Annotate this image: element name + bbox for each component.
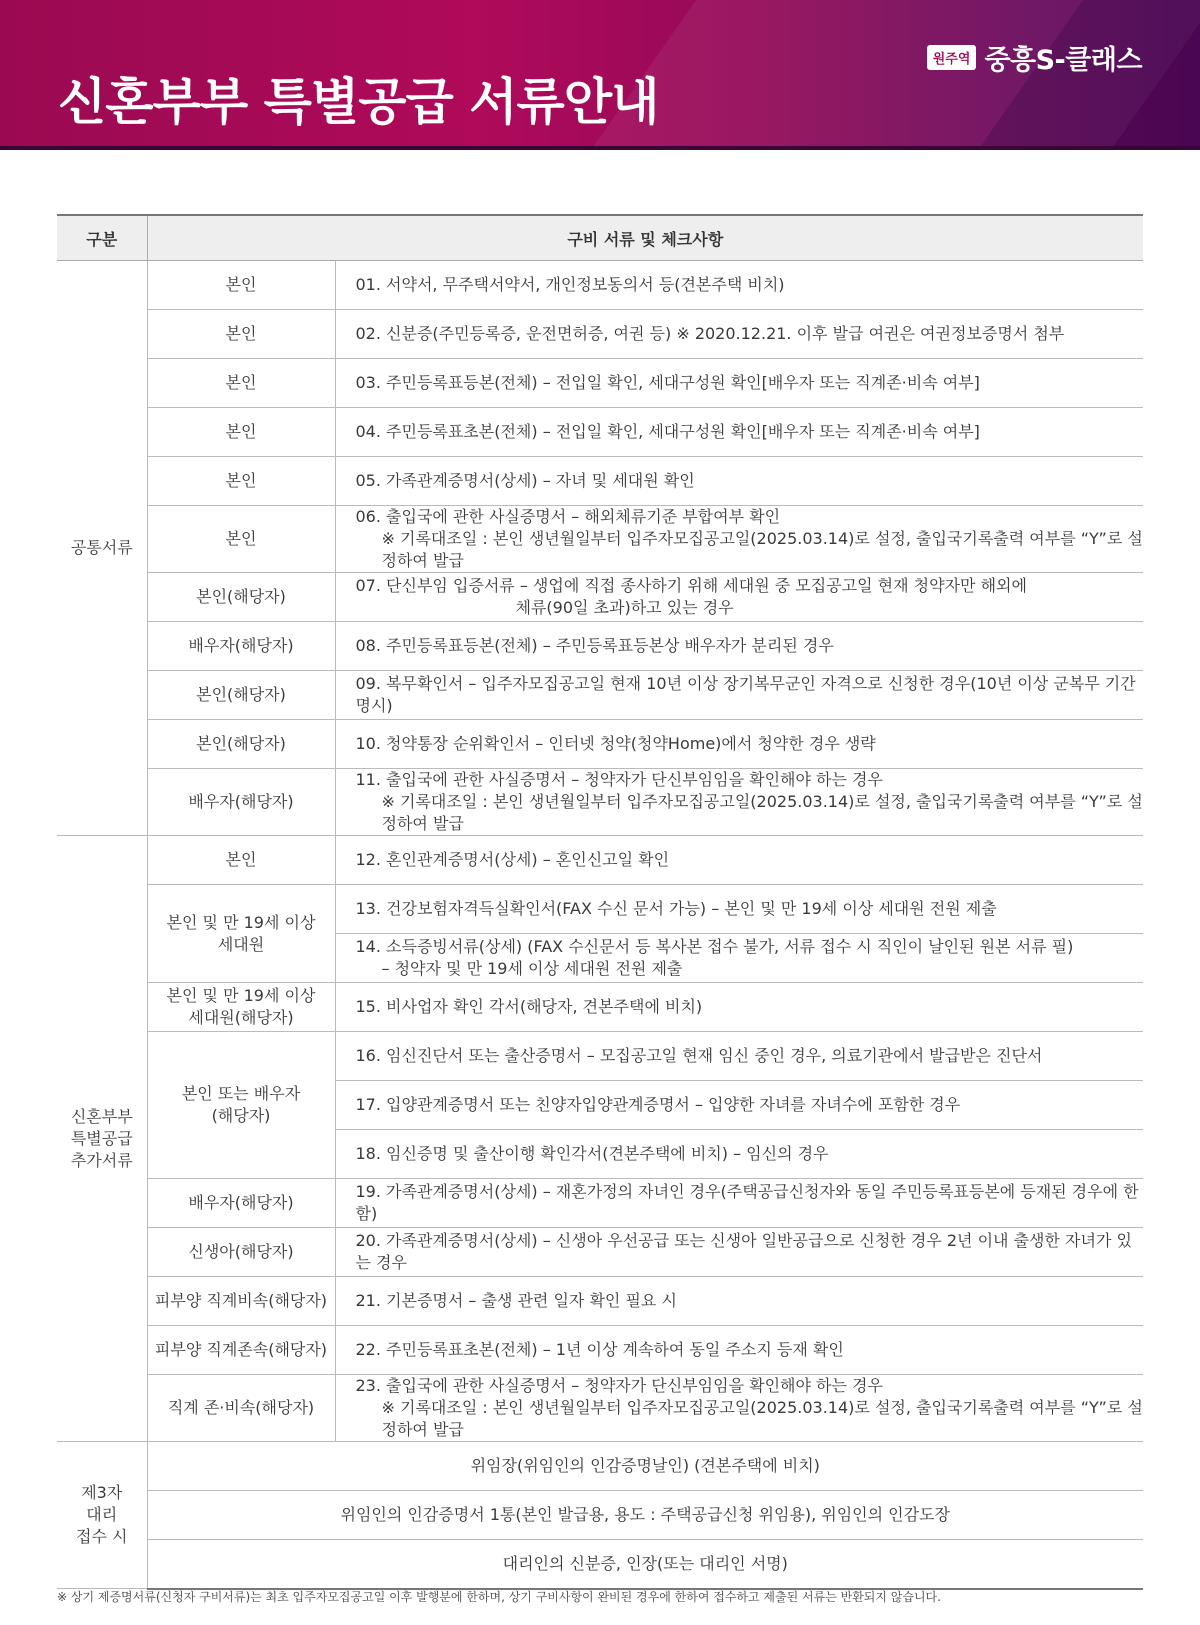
document-cell: 21. 기본증명서 – 출생 관련 일자 확인 필요 시 [335, 1277, 1143, 1326]
table-row [57, 983, 1143, 1032]
table-row [57, 1228, 1143, 1277]
document-cell: 대리인의 신분증, 인장(또는 대리인 서명) [147, 1540, 1143, 1589]
applicant-cell: 본인 [147, 836, 335, 885]
table-row [57, 359, 1143, 408]
document-cell [335, 934, 1143, 983]
applicant-cell: 배우자(해당자) [147, 622, 335, 671]
document-cell: 19. 가족관계증명서(상세) – 재혼가정의 자녀인 경우(주택공급신청자와 동일 주민등록표등본에 등재된 경우에 한함) [335, 1179, 1143, 1228]
applicant-cell: 본인 [147, 310, 335, 359]
category-line: 접수 시 [76, 1527, 128, 1546]
category-cell [57, 1442, 147, 1589]
applicant-cell: 본인 [147, 408, 335, 457]
table-header-row [57, 215, 1143, 261]
table-row [57, 1540, 1143, 1589]
category-cell [57, 836, 147, 1442]
category-line: 대리 [86, 1505, 118, 1524]
document-text: 23. 출입국에 관한 사실증명서 – 청약자가 단신부임임을 확인해야 하는 경우 [355, 1376, 883, 1395]
table-row [57, 457, 1143, 506]
applicant-line: 본인 및 만 19세 이상 [166, 986, 316, 1005]
document-text: 11. 출입국에 관한 사실증명서 – 청약자가 단신부임임을 확인해야 하는 경우 [355, 770, 883, 789]
category-line: 추가서류 [70, 1150, 133, 1170]
document-cell [335, 769, 1143, 836]
table-row [57, 1326, 1143, 1375]
logo-badge: 원주역 [927, 45, 977, 70]
category-line: 제3자 [81, 1483, 123, 1502]
document-cell: 위임장(위임인의 인감증명날인) (견본주택에 비치) [147, 1442, 1143, 1491]
table-row [57, 1032, 1143, 1081]
applicant-cell: 본인 [147, 359, 335, 408]
table-row [57, 261, 1143, 310]
document-cell: 위임인의 인감증명서 1통(본인 발급용, 용도 : 주택공급신청 위임용), 위임인의 인감도장 [147, 1491, 1143, 1540]
table-row [57, 506, 1143, 573]
document-note: ※ 기록대조일 : 본인 생년월일부터 입주자모집공고일(2025.03.14)로 설정, 출입국기록출력 여부를 “Y”로 설정하여 발급 [381, 529, 1143, 570]
document-note: 체류(90일 초과)하고 있는 경우 [515, 598, 734, 617]
category-line: 신혼부부 [70, 1106, 133, 1126]
applicant-line: (해당자) [211, 1106, 271, 1125]
table-row [57, 720, 1143, 769]
document-cell: 16. 임신진단서 또는 출산증명서 – 모집공고일 현재 임신 중인 경우, 의료기관에서 발급받은 진단서 [335, 1032, 1143, 1081]
table-row [57, 836, 1143, 885]
footnote: ※ 상기 제증명서류(신청자 구비서류)는 최초 입주자모집공고일 이후 발행분에 한하며, 상기 구비사항이 완비된 경우에 한하여 접수하고 제출된 서류는 반환되지 않습니다. [57, 1590, 941, 1604]
document-cell [335, 573, 1143, 622]
document-cell [335, 1375, 1143, 1442]
document-cell: 13. 건강보험자격득실확인서(FAX 수신 문서 가능) – 본인 및 만 19세 이상 세대원 전원 제출 [335, 885, 1143, 934]
document-cell: 08. 주민등록표등본(전체) – 주민등록표등본상 배우자가 분리된 경우 [335, 622, 1143, 671]
applicant-cell: 본인(해당자) [147, 720, 335, 769]
column-header-category: 구분 [57, 215, 147, 261]
applicant-cell: 본인(해당자) [147, 573, 335, 622]
document-cell: 15. 비사업자 확인 각서(해당자, 견본주택에 비치) [335, 983, 1143, 1032]
document-cell: 01. 서약서, 무주택서약서, 개인정보동의서 등(견본주택 비치) [335, 261, 1143, 310]
table-row [57, 1375, 1143, 1442]
table-row [57, 671, 1143, 720]
page-header [0, 0, 1200, 150]
category-line: 특별공급 [70, 1128, 133, 1148]
table-row [57, 1491, 1143, 1540]
table-row [57, 1442, 1143, 1491]
document-cell: 05. 가족관계증명서(상세) – 자녀 및 세대원 확인 [335, 457, 1143, 506]
applicant-line: 본인 또는 배우자 [181, 1084, 301, 1103]
table-row [57, 885, 1143, 934]
applicant-cell: 본인 [147, 506, 335, 573]
document-cell: 04. 주민등록표초본(전체) – 전입일 확인, 세대구성원 확인[배우자 또는 직계존·비속 여부] [335, 408, 1143, 457]
applicant-cell: 본인(해당자) [147, 671, 335, 720]
document-cell: 20. 가족관계증명서(상세) – 신생아 우선공급 또는 신생아 일반공급으로 신청한 경우 2년 이내 출생한 자녀가 있는 경우 [335, 1228, 1143, 1277]
table-row [57, 573, 1143, 622]
applicant-line: 세대원(해당자) [188, 1008, 294, 1027]
table-row [57, 310, 1143, 359]
table-row [57, 1179, 1143, 1228]
applicant-cell: 본인 [147, 457, 335, 506]
document-cell: 10. 청약통장 순위확인서 – 인터넷 청약(청약Home)에서 청약한 경우 생략 [335, 720, 1143, 769]
applicant-cell: 배우자(해당자) [147, 1179, 335, 1228]
applicant-cell: 직계 존·비속(해당자) [147, 1375, 335, 1442]
applicant-cell [147, 1032, 335, 1179]
table-row [57, 1277, 1143, 1326]
applicant-line: 본인 및 만 19세 이상 [166, 912, 316, 932]
applicant-cell [147, 983, 335, 1032]
table-row [57, 622, 1143, 671]
document-note: ※ 기록대조일 : 본인 생년월일부터 입주자모집공고일(2025.03.14)로 설정, 출입국기록출력 여부를 “Y”로 설정하여 발급 [381, 1398, 1143, 1439]
brand-logo [927, 38, 1142, 77]
applicant-cell [147, 885, 335, 983]
documents-table [57, 214, 1143, 1590]
header-band [0, 146, 1200, 150]
document-cell: 09. 복무확인서 – 입주자모집공고일 현재 10년 이상 장기복무군인 자격으로 신청한 경우(10년 이상 군복무 기간 명시) [335, 671, 1143, 720]
document-cell: 22. 주민등록표초본(전체) – 1년 이상 계속하여 동일 주소지 등재 확인 [335, 1326, 1143, 1375]
document-text: 07. 단신부임 입증서류 – 생업에 직접 종사하기 위해 세대원 중 모집공고일 현재 청약자만 해외에 [355, 576, 1027, 595]
page-title: 신혼부부 특별공급 서류안내 [58, 73, 659, 131]
document-cell: 12. 혼인관계증명서(상세) – 혼인신고일 확인 [335, 836, 1143, 885]
document-cell: 18. 임신증명 및 출산이행 확인각서(견본주택에 비치) – 임신의 경우 [335, 1130, 1143, 1179]
applicant-cell: 피부양 직계존속(해당자) [147, 1326, 335, 1375]
document-note: ※ 기록대조일 : 본인 생년월일부터 입주자모집공고일(2025.03.14)로 설정, 출입국기록출력 여부를 “Y”로 설정하여 발급 [381, 792, 1143, 833]
applicant-cell: 본인 [147, 261, 335, 310]
logo-name: 중흥S-클래스 [984, 45, 1142, 76]
table-row [57, 408, 1143, 457]
category-cell: 공통서류 [57, 261, 147, 836]
document-text: 14. 소득증빙서류(상세) (FAX 수신문서 등 복사본 접수 불가, 서류 접수 시 직인이 날인된 원본 서류 필) [355, 937, 1074, 956]
column-header-documents: 구비 서류 및 체크사항 [147, 215, 1143, 261]
applicant-line: 세대원 [217, 934, 265, 954]
table-row [57, 769, 1143, 836]
document-note: – 청약자 및 만 19세 이상 세대원 전원 제출 [381, 959, 683, 978]
document-text: 06. 출입국에 관한 사실증명서 – 해외체류기준 부합여부 확인 [355, 507, 781, 526]
document-cell: 03. 주민등록표등본(전체) – 전입일 확인, 세대구성원 확인[배우자 또는 직계존·비속 여부] [335, 359, 1143, 408]
document-cell [335, 506, 1143, 573]
document-cell: 02. 신분증(주민등록증, 운전면허증, 여권 등) ※ 2020.12.21. 이후 발급 여권은 여권정보증명서 첨부 [335, 310, 1143, 359]
applicant-cell: 피부양 직계비속(해당자) [147, 1277, 335, 1326]
document-cell: 17. 입양관계증명서 또는 친양자입양관계증명서 – 입양한 자녀를 자녀수에 포함한 경우 [335, 1081, 1143, 1130]
applicant-cell: 배우자(해당자) [147, 769, 335, 836]
applicant-cell: 신생아(해당자) [147, 1228, 335, 1277]
